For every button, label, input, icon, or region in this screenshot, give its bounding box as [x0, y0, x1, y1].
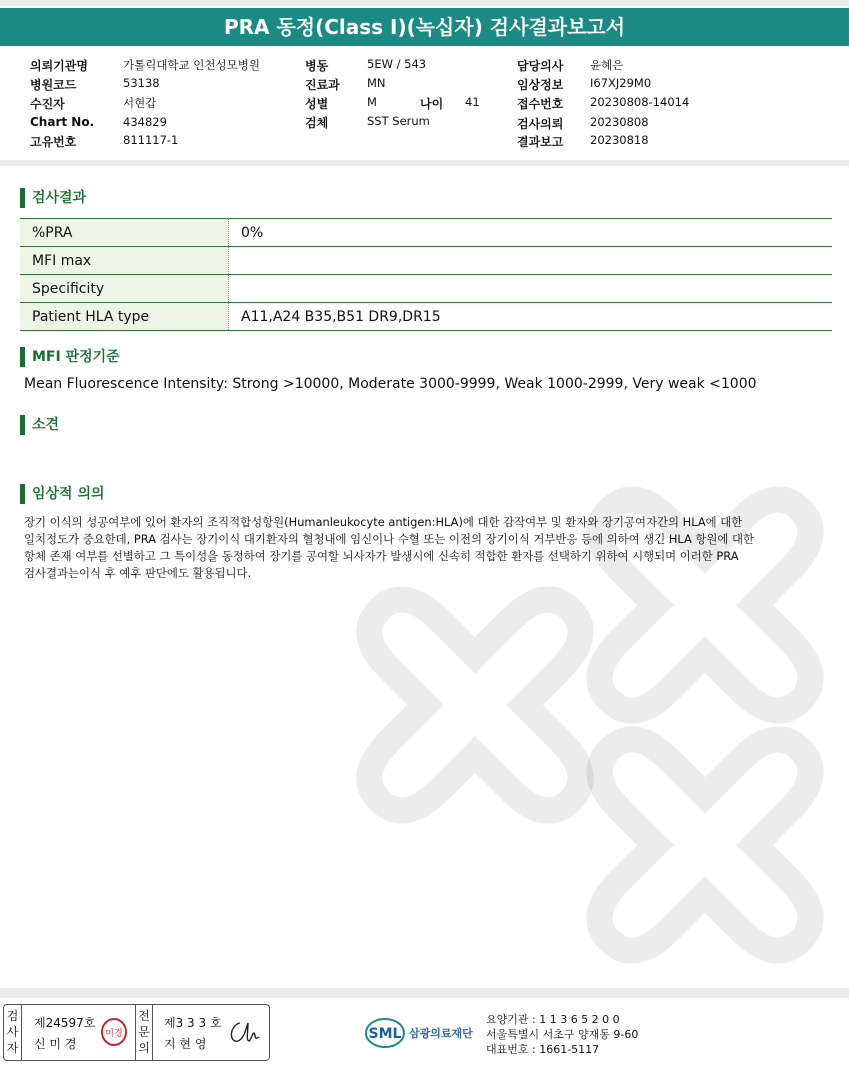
specialist-name: 지 현 영 — [164, 1037, 207, 1051]
result-value — [229, 275, 833, 303]
chart-no-label: Chart No. — [30, 115, 95, 129]
institution-code: 요양기관 : 1 1 3 6 5 2 0 0 — [486, 1013, 620, 1026]
ward-value: 5EW / 543 — [367, 57, 427, 71]
specimen-label: 검체 — [305, 116, 329, 130]
institution-label: 의뢰기관명 — [30, 59, 88, 73]
specialist-license-no: 제3 3 3 호 — [164, 1016, 222, 1030]
top-band — [0, 0, 849, 6]
institution-value: 가톨릭대학교 인천성모병원 — [123, 58, 260, 72]
result-key: Specificity — [20, 275, 229, 303]
significance-line: 검사결과는이식 후 예후 판단에도 활용됩니다. — [24, 566, 252, 580]
unique-no-value: 811117-1 — [123, 133, 179, 147]
tester-license-no: 제24597호 — [34, 1016, 96, 1030]
table-row — [20, 275, 832, 303]
table-row — [20, 219, 832, 247]
significance-line: 장기 이식의 성공여부에 있어 환자의 조직적합성항원(Humanleukocyte antigen:HLA)에 대한 감작여부 및 환자와 장기공여자간의 HLA에 대한 — [24, 515, 743, 529]
significance-line: 항체 존재 여부를 선별하고 그 특이성을 동정하여 장기를 공여할 뇌사자가 발생시에 신속히 적합한 환자를 선택하기 위하여 시행되며 이러한 PRA — [24, 549, 739, 563]
sex-label: 성별 — [305, 97, 329, 111]
age-label: 나이 — [420, 97, 444, 111]
receipt-no-label: 접수번호 — [517, 97, 564, 111]
criteria-text: Mean Fluorescence Intensity: Strong >10000, Moderate 3000-9999, Weak 1000-2999, Very weak <1000 — [24, 376, 757, 392]
address: 서울특별시 서초구 양재동 9-60 — [486, 1028, 639, 1041]
result-key: %PRA — [20, 219, 229, 247]
significance-line: 일치정도가 중요한데, PRA 검사는 장기이식 대기환자의 혈청내에 임신이나 수혈 또는 이전의 장기이식 거부반응 등에 의하여 생긴 HLA 항원에 대한 — [24, 532, 755, 546]
footer-band — [0, 988, 849, 998]
request-date-label: 검사의뢰 — [517, 117, 564, 131]
significance-heading: 임상적 의의 — [20, 484, 105, 504]
results-table — [20, 218, 832, 331]
receipt-no-value: 20230808-14014 — [590, 95, 690, 109]
results-heading: 검사결과 — [20, 188, 86, 208]
result-key: MFI max — [20, 247, 229, 275]
criteria-heading: MFI 판정기준 — [20, 347, 120, 367]
result-value: 0% — [229, 219, 833, 247]
opinion-heading: 소견 — [20, 415, 59, 435]
specimen-value: SST Serum — [367, 114, 430, 128]
result-value — [229, 247, 833, 275]
chart-no-value: 434829 — [123, 115, 167, 129]
patient-value: 서현갑 — [123, 96, 157, 110]
result-key: Patient HLA type — [20, 303, 229, 331]
unique-no-label: 고유번호 — [30, 135, 77, 149]
hospital-code-value: 53138 — [123, 76, 160, 90]
doctor-label: 담당의사 — [517, 59, 564, 73]
org-name: 삼광의료재단 — [409, 1027, 473, 1040]
watermark-cross-icon — [560, 700, 849, 990]
request-date-value: 20230808 — [590, 115, 649, 129]
clinical-info-value: I67XJ29M0 — [590, 76, 652, 90]
patient-label: 수진자 — [30, 97, 65, 111]
sex-value: M — [367, 95, 377, 109]
ward-label: 병동 — [305, 59, 329, 73]
stamp-text: 미경 — [105, 1029, 123, 1039]
department-value: MN — [367, 76, 386, 90]
handwritten-signature — [226, 1017, 262, 1049]
report-title: PRA 동정(Class I)(녹십자) 검사결과보고서 — [0, 8, 849, 46]
specialist-label: 전 문 의 — [135, 1005, 153, 1060]
table-row — [20, 303, 832, 331]
hospital-code-label: 병원코드 — [30, 78, 77, 92]
significance-text — [24, 514, 814, 582]
table-row — [20, 247, 832, 275]
clinical-info-label: 임상정보 — [517, 78, 564, 92]
signature-box — [3, 1004, 270, 1061]
footer-info — [486, 1012, 638, 1057]
sml-logo — [365, 1014, 485, 1058]
logo-text: SML — [368, 1026, 402, 1042]
report-date-value: 20230818 — [590, 133, 649, 147]
divider — [0, 160, 849, 166]
phone: 대표번호 : 1661-5117 — [486, 1043, 600, 1056]
result-value: A11,A24 B35,B51 DR9,DR15 — [229, 303, 833, 331]
tester-name: 신 미 경 — [34, 1037, 77, 1051]
tester-label: 검 사 자 — [4, 1005, 22, 1060]
doctor-value: 윤혜은 — [590, 58, 624, 72]
age-value: 41 — [465, 95, 480, 109]
report-date-label: 결과보고 — [517, 135, 564, 149]
department-label: 진료과 — [305, 78, 340, 92]
signature-stamp — [100, 1017, 128, 1047]
